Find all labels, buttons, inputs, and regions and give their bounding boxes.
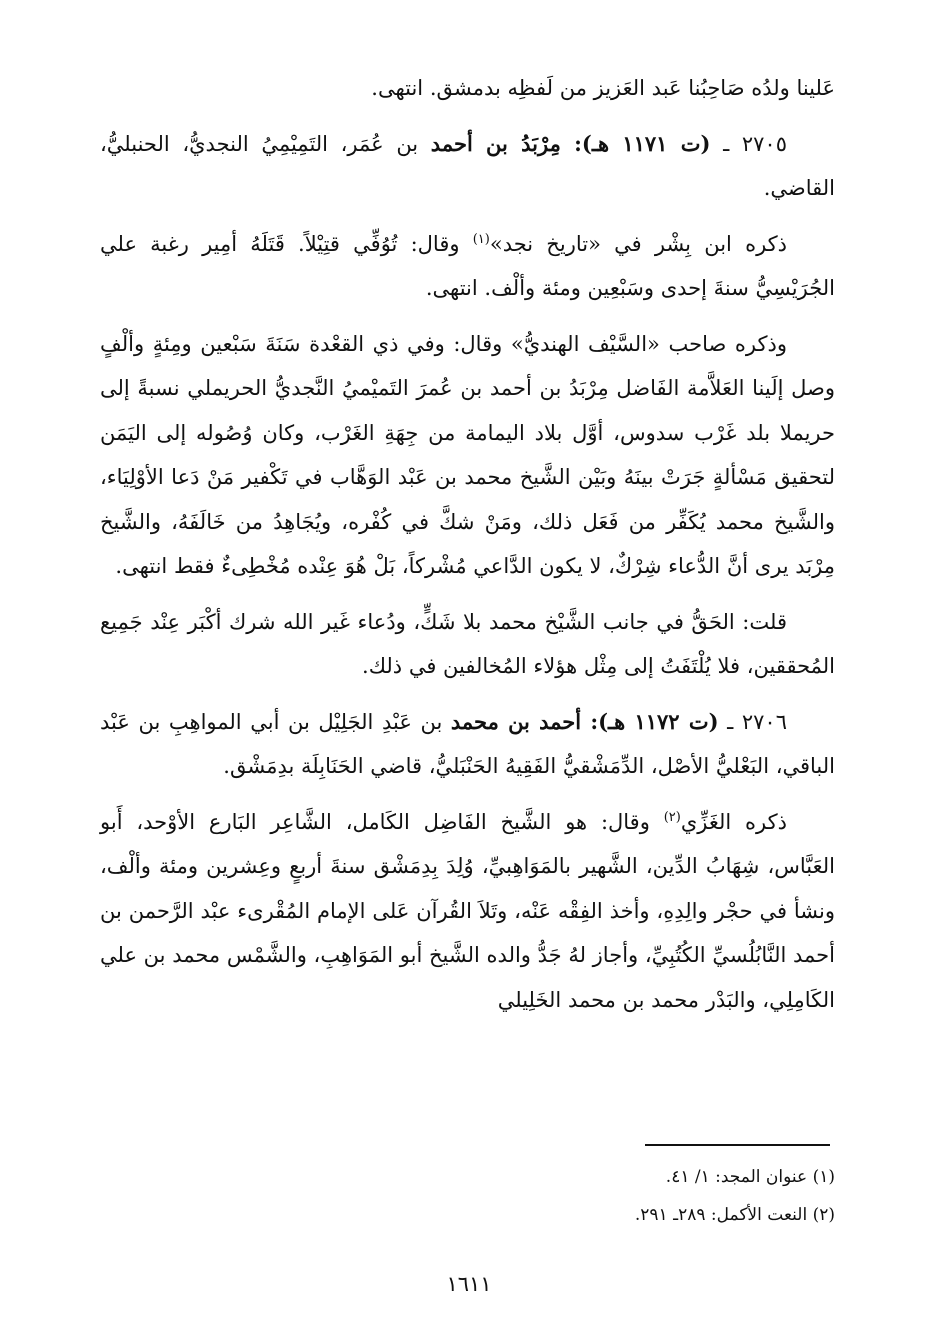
ibn-bishr-text-end: وقال: تُوُفِّي قتِيْلاً. قَتَلَهُ أمِير رغبة علي الجُرَيْسِيُّ سنةَ إحدى وسَبْعِين ومئة وألْف. انتهى. xyxy=(100,231,835,300)
ibn-bishr-text-start: ذكره ابن بِشْر في «تاريخ نجد» xyxy=(489,231,788,256)
entry-2706-name: أحمد بن محمد xyxy=(450,708,582,734)
ghazzi-text-end: وقال: هو الشَّيخ الفَاضِل الكَامل، الشَّاعِر البَارع الأوْحد، أَبو العَبَّاس، شِهَابُ الدِّين، الشَّهير بالمَوَاهِبيِّ، وُلِدَ بِدِمَشْق سنةَ أربعٍ وعِشرين ومئة وألْف، ونشأ في حجْر والِدِهِ، وأخذ الفِقْه عَنْه، وتَلاَ القُرآن عَلى الإمام المُقْرىء عبْد الرَّحمن بن أحمد النَّابُلُسيِّ الكُتُبِيِّ، وأجاز لهُ جَدُّ والده الشَّيخ أبو المَوَاهِبِ، والشَّمْس محمد بن علي الكَامِلِي، والبَدْر محمد بن محمد الخَلِيلي xyxy=(100,809,835,1012)
footnote-1: (١) عنوان المجد: ١/ ٤١. xyxy=(665,1167,835,1187)
entry-2705-number: ٢٧٠٥ ـ xyxy=(710,131,787,156)
entry-2705-name: مِرْبَدُ بن أحمد xyxy=(430,130,561,156)
paragraph-author-note: قلت: الحَقُّ في جانب الشَّيْخ محمد بلا شَكٍّ، ودُعاء غَير الله شرك أكْبَر عِنْد جَمِيع المُحققين، فلا يُلْتَفَتُ إلى مِثْل هؤلاء المُخالفين في ذلك. xyxy=(100,609,835,678)
entry-2706-description: بن عَبْدِ الجَلِيْل بن أبي المواهِبِ بن عَبْد الباقي، البَعْليُّ الأصْل، الدِّمَشْقيُّ الفَقِيهُ الحَنْبَليُّ، قاضي الحَنَابِلَة بدِمَشْق. xyxy=(100,709,835,778)
continuation-text: عَلينا ولدُه صَاحِبُنا عَبد العَزيز من لَفظِه بدمشق. انتهى. xyxy=(371,76,835,100)
footnotes xyxy=(100,1158,835,1234)
ghazzi-text-start: ذكره الغَزِّي xyxy=(680,809,787,834)
entry-2705-date: (ت ١١٧١ هـ): xyxy=(560,130,711,156)
paragraph-sayf-hindi: وذكره صاحب «السَّيْف الهنديُّ» وقال: وفي ذي القعْدة سَنَةَ سَبْعين ومِئةٍ وألْفٍ وصل إلَينا العَلاَّمة الفَاضل مِرْبَدُ بن أحمد بن عُمرَ التَميْميُ النَّجديُّ الحريملي نسبةً إلى حريملا بلد غَرْب سدوس، أوَّل بلاد اليمامة من جِهَةِ الغَرْب، وكان وُصُوله إلى اليَمَن لتحقيق مَسْألةٍ جَرَتْ بينَهُ وبَيْن الشَّيخ محمد بن عَبْد الوَهَّاب في تَكْفير مَنْ دَعا الأوْلِيَاء، والشَّيخ محمد يُكَفِّر من فَعَل ذلك، ومَنْ شكَّ في كُفْره، ويُجَاهِدُ من خَالَفَهُ، والشَّيخ مِرْبَد يرى أنَّ الدُّعاء شِرْكٌ، لا يكون الدَّاعي مُشْركاً، بَلْ هُوَ عِنْده مُخْطِىءٌ فقط انتهى. xyxy=(100,331,835,578)
entry-2706-number: ٢٧٠٦ ـ xyxy=(718,709,787,734)
footnote-divider xyxy=(645,1144,830,1146)
entry-2705 xyxy=(100,122,835,211)
footnote-ref-1: (١) xyxy=(472,231,490,247)
entry-2705-description: بن عُمَر، التَمِيْمِيُ النجديُّ، الحنبليُّ، القاضي. xyxy=(100,131,835,200)
page-number: ١٦١١ xyxy=(446,1272,492,1296)
entry-2706-date: (ت ١١٧٢ هـ): xyxy=(581,708,719,734)
paragraph-ghazzi xyxy=(100,800,835,1023)
footnote-ref-2: (٢) xyxy=(663,809,681,825)
entry-2706 xyxy=(100,700,835,789)
page-body xyxy=(100,66,835,1022)
paragraph-ibn-bishr xyxy=(100,222,835,311)
footnote-2: (٢) النعت الأكمل: ٢٨٩ـ ٢٩١. xyxy=(634,1205,835,1225)
